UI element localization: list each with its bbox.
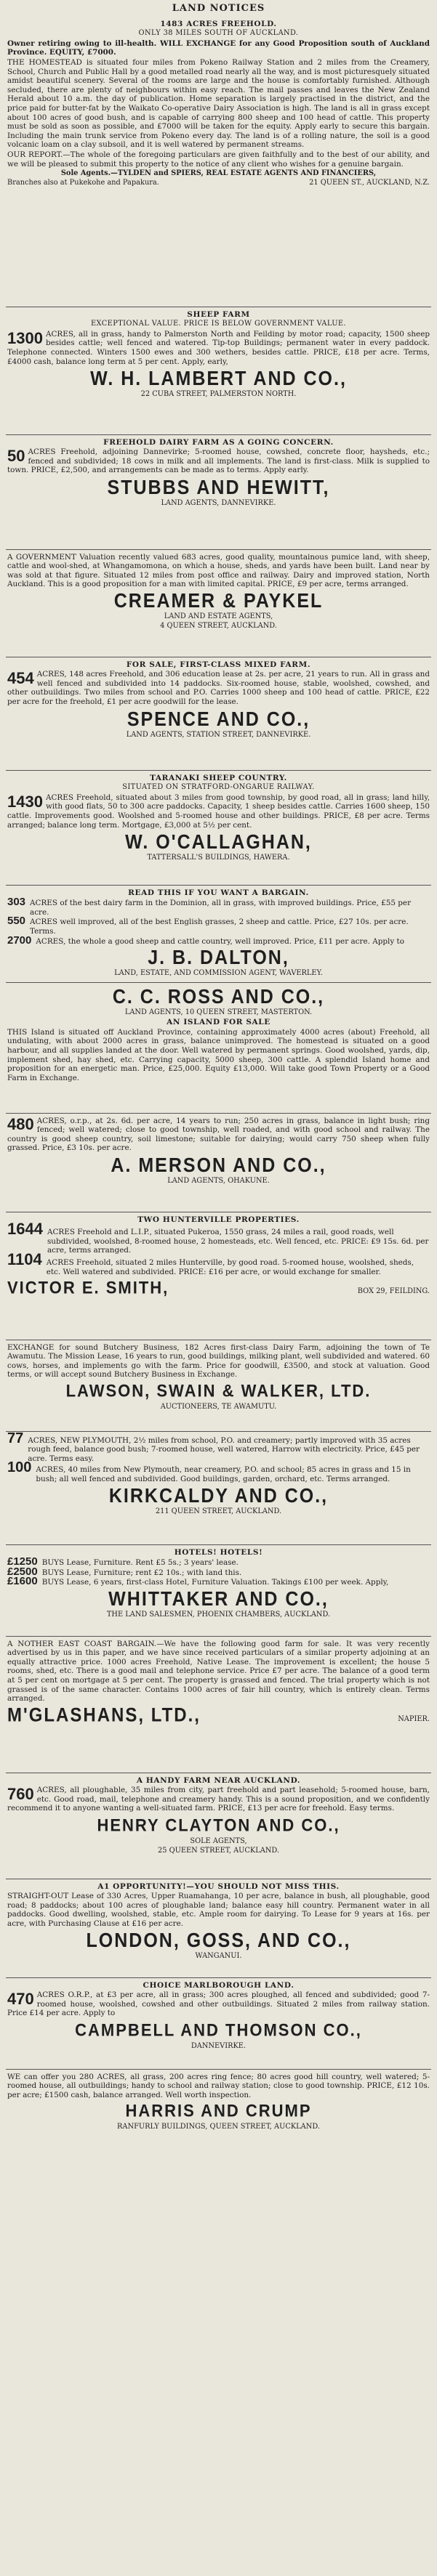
ad-line-text: ACRES, the whole a good sheep and cattle country, well improved. Price, £11 per acre. Apply to [36,936,404,946]
ad-body: THE HOMESTEAD is situated four miles from Pokeno Railway Station and 2 miles from the Creamery, School, Church and Public Hall by a good metalled road nearly all the way, and is most picturesquely situated amidst beautiful scenery. Several of the rooms are large and the house is comfortably furnished. Although secluded, there are plenty of neighbours within easy reach. The mail passes and leaves the New Zealand Herald about 10 a.m. the day of publication. Home separation is largely practised in the district, and the price paid for butter-fat by the Waikato Co-operative Dairy Association is high. The land is all in grass except about 100 acres of good bush, and is capable of carrying 800 sheep and 100 head of cattle. This property must be sold as soon as possible, and £7000 will be taken for the equity. Apply early to secure this bargain. Including the main trunk service from Pokeno every day. The land is of a rolling nature, the soil is a good volcanic loam on a clay subsoil, and it is well watered by permanent streams. [7,57,430,150]
ad-firm: W. H. LAMBERT AND CO., [90,367,347,390]
ad-line [7,1577,430,1587]
ad-address: LAND, ESTATE, AND COMMISSION AGENT, WAVERLEY. [114,969,323,978]
ad-whittaker [6,1545,431,1637]
ad-kirkcaldy [6,1432,431,1545]
ad-lead-number: 1430 [7,792,43,811]
ad-spence [6,657,431,771]
ad-heading: TWO HUNTERVILLE PROPERTIES. [137,1215,300,1224]
ad-address: LAND AGENTS, OHAKUNE. [167,1176,270,1185]
ad-subheading: EXCEPTIONAL VALUE. PRICE IS BELOW GOVERNMENT VALUE. [91,320,346,328]
ad-heading: FREEHOLD DAIRY FARM AS A GOING CONCERN. [103,437,334,447]
ad-address: NAPIER. [398,1714,430,1723]
ad-line [7,1555,430,1568]
ad-heading: A HANDY FARM NEAR AUCKLAND. [136,1775,301,1785]
ad-sub: SOLE AGENTS, [190,1836,247,1845]
ad-line-amount: £2500 [7,1565,38,1578]
ad-address: THE LAND SALESMEN, PHOENIX CHAMBERS, AUCKLAND. [106,1610,331,1619]
ad-line-amount: 550 [7,915,26,928]
ad-line-amount: £1250 [7,1555,38,1568]
ad-firm: KIRKCALDY AND CO., [108,1484,329,1507]
ad-lead-number: 454 [7,669,34,688]
ad-line [7,1565,430,1578]
ad-line-text: ACRES of the best dairy farm in the Dominion, all in grass, with improved buildings. Price, £55 per acre. [30,899,412,917]
ad-body: THIS Island is situated off Auckland Province, containing approximately 4000 acres (about) Freehold, all undulating, with about 2000 acres in grass, balance unimproved. The homestead is situated on a good harbour, and all supplies landed at the door. Well watered by permanent springs. Good woolshed, yards, dip, implement shed, hay shed, etc. Carrying capacity, 5000 sheep, 300 cattle. A splendid Island home and proposition for an energetic man. Price, £25,000. Equity £13,000. Will take good Town Property or a Good Farm in Exchange. [7,1027,430,1082]
ad-firm: HARRIS AND CRUMP [125,2101,312,2121]
ad-agents: Sole Agents.—TYLDEN and SPIERS, REAL ESTATE AGENTS AND FINANCIERS, [60,169,377,178]
ad-firm: WHITTAKER AND CO., [108,1587,329,1611]
ad-line-amount: 303 [7,896,26,909]
ad-firm: M'GLASHANS, LTD., [7,1704,201,1727]
ad-london-goss [6,1879,431,1978]
ad-lead-number: 1300 [7,328,43,347]
ad-line-amount: 1104 [7,1249,42,1268]
ad-line [7,1249,430,1276]
ad-address: WANGANUI. [195,1951,242,1960]
ad-line [7,898,430,917]
ad-line [7,1430,430,1464]
ad-campbell [6,1978,431,2070]
ad-address: 4 QUEEN STREET, AUCKLAND. [160,621,277,630]
ad-body: A NOTHER EAST COAST BARGAIN.—We have the following good farm for sale. It was very recently advertised by us in this paper, and we have since received particulars of a similar property adjoining at an equally attractive price. 1000 acres Freehold, Native Lease. The improvement is excellent; the house 5 rooms, shed, etc. There is a good mail and telephone service. Price £7 per acre. The balance of a good term at 5 per cent on mortgage at 5 per cent. The property is grassed and fenced. The trial property which is not grassed is of the same character. Contains 1000 acres of fair hill country, which is entirely clean. Terms arranged. [7,1639,430,1704]
ad-mcglashans [6,1637,431,1773]
ad-branches: Branches also at Pukekohe and Papakura. [7,178,159,187]
ad-heading: SHEEP FARM [187,309,250,319]
masthead: LAND NOTICES [172,3,265,14]
ad-harris-crump [6,2070,431,2156]
ad-line [7,1220,430,1255]
ad-address: 211 QUEEN STREET, AUCKLAND. [155,1507,282,1515]
ad-address: AUCTIONEERS, TE AWAMUTU. [160,1402,277,1411]
ad-merson [6,1114,431,1212]
ad-clayton [6,1773,431,1879]
ad-body: ACRES Freehold, situated about 3 miles from good township, by good road, all in grass; land hilly, with good flats, 50 to 300 acre paddocks. Capacity, 1 sheep besides cattle. Carries 1600 sheep, 150 cattle. Improvements good. Woolshed and 5-roomed house and other buildings. PRICE, £8 per acre. Terms arranged; balance long term. Mortgage, £3,000 at 5½ per cent. [7,793,430,830]
ad-address: 22 CUBA STREET, PALMERSTON NORTH. [140,390,297,399]
ad-line-text: ACRES, NEW PLYMOUTH, 2½ miles from school, P.O. and creamery; partly improved with 35 acres rough feed, balance good bush; 7-roomed house, well watered, Harrow with electricity. Price, £45 per acre. Terms easy. [28,1435,420,1463]
ad-heading: AN ISLAND FOR SALE [167,1018,270,1027]
ad-heading: READ THIS IF YOU WANT A BARGAIN. [128,888,309,897]
ad-firm: SPENCE AND CO., [127,708,310,730]
ad-firm: HENRY CLAYTON AND CO., [97,1815,340,1836]
ad-line-amount: 1644 [7,1220,43,1239]
ad-heading: CHOICE MARLBOROUGH LAND. [143,1980,294,1990]
ad-firm: VICTOR E. SMITH, [7,1277,169,1298]
ad-address: 21 QUEEN ST., AUCKLAND, N.Z. [309,178,430,187]
ad-address: DANNEVIRKE. [191,2041,246,2050]
ad-address: 25 QUEEN STREET, AUCKLAND. [157,1846,280,1855]
ad-lead-number: 470 [7,1990,34,2009]
ad-line-text: BUYS Lease, 6 years, first-class Hotel, Furniture Valuation. Takings £100 per week. Apply, [41,1578,389,1587]
ad-line-text: ACRES Freehold, situated 2 miles Hunterville, by good road. 5-roomed house, woolshed, sheds, etc. Well watered and subdivided. PRICE: £16 per acre, or would exchange for smaller. [46,1257,414,1276]
ad-body: ACRES, o.r.p., at 2s. 6d. per acre, 14 years to run; 250 acres in grass, balance in light bush; ring fenced; well watered; close to good township, well roaded, and with good school and railway. The country is good sheep country, soil limestone; suitable for dairying; would carry 750 sheep when fully grassed. Price, £3 10s. per acre. [7,1116,430,1153]
ad-firm: LONDON, GOSS, AND CO., [86,1929,351,1951]
ad-line [7,917,430,936]
ad-body: ACRES O.R.P., at £3 per acre, all in grass; 300 acres ploughed, all fenced and subdivided; good 7-roomed house, woolshed, cowshed and other outbuildings. Situated 2 miles from railway station. Price £14 per acre. Apply to [7,1990,430,2018]
ad-body: ACRES, 148 acres Freehold, and 306 education lease at 2s. per acre, 21 years to run. All in grass and well fenced and subdivided into 14 paddocks. Six-roomed house, stable, woolshed, cowshed, and other outbuildings. Two miles from school and P.O. Carries 1000 sheep and 100 head of cattle. PRICE, £22 per acre for the freehold, £1 per acre goodwill for the lease. [7,670,430,706]
ad-address: RANFURLY BUILDINGS, QUEEN STREET, AUCKLAND. [117,2123,320,2131]
ad-line [7,1459,430,1483]
ad-address: LAND AGENTS, STATION STREET, DANNEVIRKE. [126,730,311,739]
ad-body: EXCHANGE for sound Butchery Business, 182 Acres first-class Dairy Farm, adjoining the town of Te Awamutu. The Mission Lease, 16 years to run, good buildings, milking plant, well subdivided and watered. 60 cows, horses, and implements go with the farm. Price for goodwill, £3500, and stock at valuation. Good terms, or will accept sound Butchery Business in Exchange. [7,1342,430,1380]
ad-heading: HOTELS! HOTELS! [174,1547,263,1557]
ad-firm: CREAMER & PAYKEL [113,589,324,612]
ad-line-amount: 100 [7,1459,32,1476]
ad-line-text: BUYS Lease, Furniture. Rent £5 5s.; 3 years' lease. [41,1558,238,1568]
ad-body: WE can offer you 280 ACRES, all grass, 200 acres ring fence; 80 acres good hill country, well watered; 5-roomed house, all outbuildings; handy to school and railway station; close to good township. PRICE, £12 10s. per acre; £1500 cash, balance arranged. Well worth inspection. [7,2072,430,2099]
ad-body: A GOVERNMENT Valuation recently valued 683 acres, good quality, mountainous pumice land, with sheep, cattle and wool-shed, at Whangamomona, on which a house, sheds, and yards have been built. Land near by was sold at that figure. Situated 12 miles from post office and railway. Dairy and improved station, North Auckland. This is a good proposition for a man with limited capital. PRICE, £9 per acre, terms arranged. [7,552,430,589]
land-notices-page [6,0,431,2156]
ad-ocallaghan [6,771,431,886]
ad-firm: A. MERSON AND CO., [111,1154,326,1177]
ad-line-text: ACRES well improved, all of the best English grasses, 2 sheep and cattle. Price, £27 10s. per acre. Terms. [30,918,409,936]
ad-firm: CAMPBELL AND THOMSON CO., [75,2020,362,2041]
ad-victor-smith [6,1212,431,1340]
ad-body: ACRES Freehold, adjoining Dannevirke; 5-roomed house, cowshed, concrete floor, haysheds, etc.; fenced and subdivided; 18 cows in milk and all implements. The land is first-class. Milk is supplied to town. PRICE, £2,500, and arrangements can be made as to terms. Apply early. [7,447,430,475]
ad-heading: TARANAKI SHEEP COUNTRY. [150,773,287,782]
ad-subheading: SITUATED ON STRATFORD-ONGARUE RAILWAY. [122,783,315,792]
ad-line-text: BUYS Lease, Furniture; rent £2 10s.; with land this. [41,1568,242,1577]
ad-line-amount: 77 [7,1430,24,1446]
ad-address: TATTERSALL'S BUILDINGS, HAWERA. [147,854,290,862]
ad-line-amount: £1600 [7,1575,38,1588]
ad-firm: STUBBS AND HEWITT, [107,476,330,499]
ad-firm: LAWSON, SWAIN & WALKER, LTD. [65,1380,372,1401]
ad-subheading: ONLY 38 MILES SOUTH OF AUCKLAND. [138,29,299,38]
ad-firm: J. B. DALTON, [148,946,289,969]
ad-body: ACRES, all ploughable, 35 miles from city, part freehold and part leasehold; 5-roomed house, barn, etc. Good road, mail, telephone and creamery handy. This is a sound proposition, and we confidently recommend it to anyone wanting a well-situated farm. PRICE, £13 per acre for freehold. Easy terms. [7,1786,430,1813]
ad-line-text: ACRES, 40 miles from New Plymouth, near creamery, P.O. and school; 85 acres in grass and 15 in bush; all well fenced and subdivided. Good buildings, garden, orchard, etc. Terms arranged. [36,1465,411,1483]
ad-lead-number: 50 [7,447,25,466]
ad-address: LAND AGENTS, DANNEVIRKE. [161,498,276,507]
ad-firm: C. C. ROSS AND CO., [112,985,325,1008]
ad-body: ACRES, all in grass, handy to Palmerston North and Feilding by motor road; capacity, 1500 sheep besides cattle; well fenced and watered. Tip-top Buildings; permanent water in every paddock. Telephone connected. Winters 1500 ewes and 300 wethers, besides cattle. PRICE, £18 per acre. Terms, £4000 cash, balance long term at 5 per cent. Apply, early, [7,329,430,366]
ad-sub: LAND AND ESTATE AGENTS, [164,612,273,620]
ad-will-exchange [6,17,431,307]
ad-body: STRAIGHT-OUT Lease of 330 Acres, Upper Ruamahanga, 10 per acre, balance in bush, all ploughable, good road; 8 paddocks; about 100 acres of ploughable land; balance easy hill country. Permanent water in all paddocks. Good dwelling, woolshed, stable, etc. Ample room for dairying. To Lease for 9 years at 16s. per acre, with Purchasing Clause at £16 per acre. [7,1892,430,1928]
ad-line [7,933,430,947]
ad-stubbs [6,435,431,550]
ad-heading: 1483 ACRES FREEHOLD. [160,19,277,28]
ad-dalton [6,886,431,983]
ad-firm: W. O'CALLAGHAN, [125,830,312,854]
ad-heading: A1 OPPORTUNITY!—YOU SHOULD NOT MISS THIS. [97,1882,340,1891]
ad-intro: Owner retiring owing to ill-health. WILL EXCHANGE for any Good Proposition south of Auckland Province. EQUITY, £7000. [7,39,430,57]
ad-address: BOX 29, FEILDING. [357,1287,430,1296]
ad-line-text: ACRES Freehold and L.I.P., situated Pukeroa, 1550 grass, 24 miles a rail, good roads, well subdivided, woolshed, 8-roomed house, 2 homesteads, etc. Well fenced, etc. PRICE: £9 15s. 6d. per acre, terms arranged. [47,1228,429,1255]
ad-lambert [6,307,431,435]
ad-lead-number: 480 [7,1114,34,1133]
ad-ross [6,983,431,1114]
ad-offer: OUR REPORT.—The whole of the foregoing particulars are given faithfully and to the best of our ability, and we will be pleased to submit this property to the notice of any client who wishes for a genuine bargain. [7,150,430,169]
ad-heading: FOR SALE, FIRST-CLASS MIXED FARM. [126,660,311,669]
ad-lawson [6,1340,431,1432]
ad-lead-number: 760 [7,1785,34,1804]
ad-creamer [6,550,431,657]
ad-sub: LAND AGENTS, 10 QUEEN STREET, MASTERTON. [124,1008,313,1016]
ad-line-amount: 2700 [7,933,32,947]
